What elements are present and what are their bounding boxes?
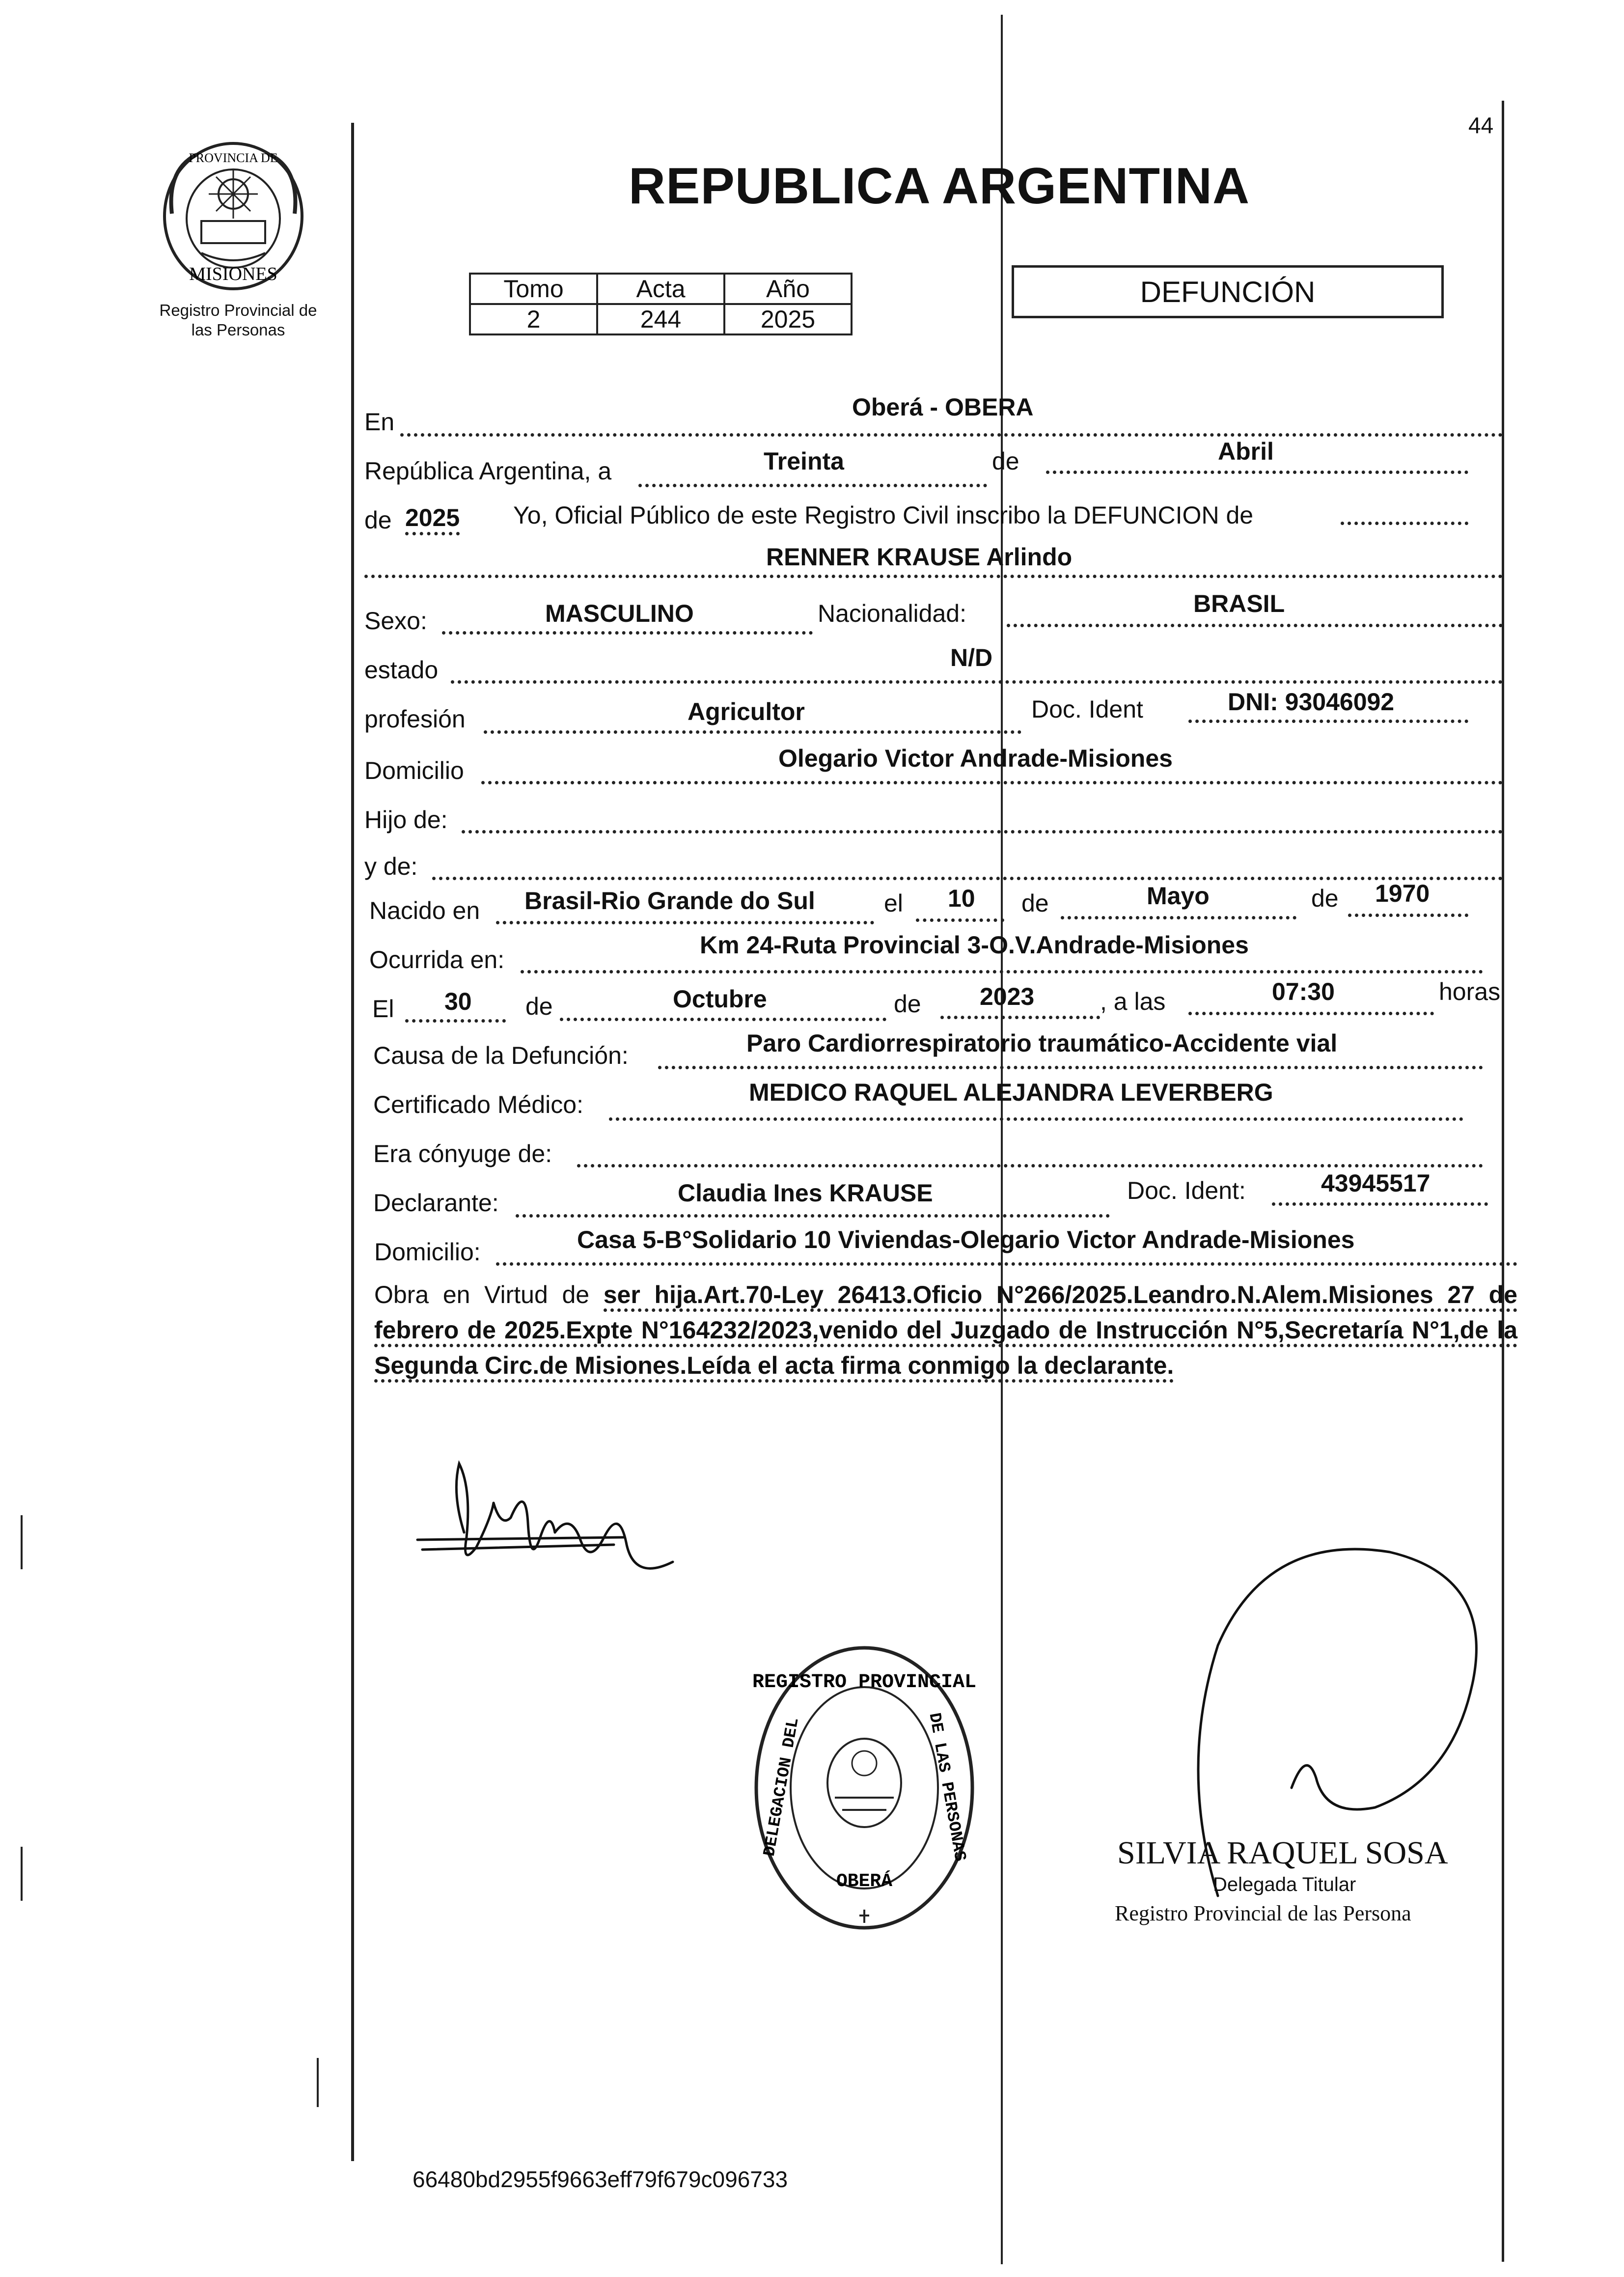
estado-label: estado: [364, 656, 439, 684]
page-title: REPUBLICA ARGENTINA: [629, 158, 1250, 215]
death-time-value: 07:30: [1272, 978, 1335, 1005]
dotted-line: [451, 680, 1503, 684]
nacionalidad-value: BRASIL: [1193, 590, 1285, 617]
page-number: 44: [1468, 112, 1494, 138]
dotted-line: [442, 631, 813, 635]
acta-header: Acta: [597, 274, 724, 304]
domicilio-value: Olegario Victor Andrade-Misiones: [778, 745, 1173, 772]
dotted-line: [405, 1019, 506, 1023]
dotted-line: [462, 830, 1503, 833]
province-crest-logo: [157, 140, 309, 292]
de-label: de: [894, 990, 921, 1018]
obra-label: Obra en Virtud de: [374, 1281, 590, 1308]
de-label: de: [1311, 885, 1339, 912]
el-label: el: [884, 889, 903, 917]
death-day-value: 30: [444, 988, 472, 1015]
sexo-value: MASCULINO: [545, 600, 694, 627]
signatory-name: SILVIA RAQUEL SOSA: [1117, 1835, 1448, 1871]
dotted-line: [364, 575, 1503, 578]
seal-right-text: DE LAS PERSONAS: [924, 1711, 969, 1863]
registry-caption-line-1: Registro Provincial de: [159, 301, 317, 319]
document-hash: 66480bd2955f9663eff79f679c096733: [413, 2166, 788, 2192]
death-month-value: Octubre: [673, 985, 767, 1013]
seal-left-text: DELEGACION DEL: [760, 1716, 803, 1858]
crest-text-top: PROVINCIA DE: [189, 151, 278, 165]
dotted-line: [400, 433, 1503, 437]
dotted-line: [577, 1164, 1483, 1167]
death-year-value: 2023: [980, 983, 1035, 1010]
month-value: Abril: [1218, 438, 1274, 465]
y-de-label: y de:: [364, 853, 418, 880]
crest-text-bottom: MISIONES: [189, 264, 277, 284]
dotted-line: [484, 730, 1021, 734]
center-fold-line: [1001, 15, 1003, 2264]
dotted-line: [916, 918, 1004, 922]
tomo-header: Tomo: [470, 274, 597, 304]
seal-top-text: REGISTRO PROVINCIAL: [752, 1671, 977, 1694]
de-label: de: [992, 447, 1019, 475]
scan-mark: [21, 1847, 23, 1901]
de-label: de: [1021, 889, 1049, 917]
ocurrida-en-value: Km 24-Ruta Provincial 3-O.V.Andrade-Misiones: [700, 931, 1249, 959]
right-margin-line: [1502, 101, 1504, 2262]
dotted-line: [1272, 1202, 1488, 1206]
deceased-name-value: RENNER KRAUSE Arlindo: [766, 543, 1073, 571]
dotted-line: [638, 484, 987, 487]
acta-value: 244: [597, 304, 724, 334]
dotted-line: [481, 781, 1503, 784]
tomo-value: 2: [470, 304, 597, 334]
doc-ident2-label: Doc. Ident:: [1127, 1177, 1246, 1204]
dotted-line: [1188, 720, 1468, 723]
declarante-doc-value: 43945517: [1321, 1169, 1431, 1197]
dotted-line: [432, 877, 1503, 880]
republica-label: República Argentina, a: [364, 457, 612, 485]
record-table: [469, 273, 853, 335]
certificado-label: Certificado Médico:: [373, 1091, 583, 1118]
signatory-org: Registro Provincial de las Persona: [1115, 1901, 1411, 1925]
de-label: de: [364, 506, 392, 534]
declarant-signature: [408, 1454, 683, 1611]
conyuge-label: Era cónyuge de:: [373, 1140, 552, 1167]
dotted-line: [1188, 1012, 1434, 1015]
doc-ident-value: DNI: 93046092: [1228, 688, 1395, 716]
de-label: de: [525, 993, 553, 1020]
scan-mark: [317, 2058, 319, 2107]
officer-text: Yo, Oficial Público de este Registro Civil inscribo la DEFUNCION de: [513, 501, 1254, 529]
dotted-line: [496, 921, 874, 924]
dotted-line: [940, 1016, 1100, 1019]
ocurrida-label: Ocurrida en:: [369, 946, 505, 973]
nacido-label: Nacido en: [369, 897, 480, 924]
record-type-box: [1012, 265, 1444, 318]
dotted-line: [560, 1018, 886, 1021]
dotted-line: [609, 1117, 1463, 1121]
domicilio2-label: Domicilio:: [374, 1238, 481, 1266]
record-type: DEFUNCIÓN: [1140, 275, 1316, 308]
registry-caption-line-2: las Personas: [191, 321, 285, 339]
dotted-line: [516, 1214, 1110, 1218]
birth-month-value: Mayo: [1147, 882, 1210, 910]
seal-bottom-text: OBERÁ: [836, 1871, 893, 1892]
nacionalidad-label: Nacionalidad:: [818, 600, 966, 627]
dotted-line: [521, 970, 1483, 973]
obra-paragraph: [374, 1277, 1517, 1383]
birth-day-value: 10: [948, 885, 975, 912]
doc-ident-label: Doc. Ident: [1031, 695, 1143, 723]
place-value: Oberá - OBERA: [852, 393, 1034, 421]
a-las-label: , a las: [1100, 988, 1166, 1015]
profesion-label: profesión: [364, 705, 466, 733]
obra-text: ser hija.Art.70-Ley 26413.Oficio N°266/2025.Leandro.N.Alem.Misiones 27 de febrero de 2025.Expte N°164232/2023,venido del Juzgado de Instrucción N°5,Secretaría N°1,de la Segunda Circ.de Misiones.Leída el acta firma conmigo la declarante.: [374, 1281, 1517, 1383]
nacido-en-value: Brasil-Rio Grande do Sul: [524, 887, 815, 915]
dotted-line: [1007, 624, 1503, 627]
sexo-label: Sexo:: [364, 607, 427, 635]
left-margin-line: [351, 123, 354, 2161]
year-value: 2025: [405, 503, 460, 535]
dotted-line: [658, 1066, 1483, 1069]
signatory-role: Delegada Titular: [1213, 1874, 1356, 1895]
hijo-label: Hijo de:: [364, 806, 448, 833]
official-seal: [749, 1640, 980, 1950]
horas-label: horas: [1439, 978, 1501, 1005]
domicilio-label: Domicilio: [364, 757, 464, 784]
causa-value: Paro Cardiorrespiratorio traumático-Accidente vial: [746, 1029, 1338, 1057]
el2-label: El: [372, 995, 394, 1023]
dotted-line: [1061, 916, 1296, 919]
dotted-line: [496, 1262, 1517, 1266]
dotted-line: [1348, 914, 1468, 917]
day-words-value: Treinta: [764, 447, 844, 475]
causa-label: Causa de la Defunción:: [373, 1042, 629, 1069]
profesion-value: Agricultor: [688, 698, 805, 725]
declarante-value: Claudia Ines KRAUSE: [678, 1179, 933, 1207]
dotted-line: [1341, 522, 1468, 525]
scan-mark: [21, 1515, 23, 1569]
declarante-label: Declarante:: [373, 1189, 499, 1217]
registry-caption: [140, 301, 336, 340]
declarante-domicilio-value: Casa 5-B°Solidario 10 Viviendas-Olegario Victor Andrade-Misiones: [577, 1226, 1355, 1253]
anio-value: 2025: [724, 304, 852, 334]
en-label: En: [364, 408, 395, 436]
dotted-line: [1046, 471, 1468, 474]
estado-value: N/D: [950, 644, 993, 671]
certificado-value: MEDICO RAQUEL ALEJANDRA LEVERBERG: [749, 1079, 1273, 1106]
birth-year-value: 1970: [1375, 880, 1430, 907]
anio-header: Año: [724, 274, 852, 304]
